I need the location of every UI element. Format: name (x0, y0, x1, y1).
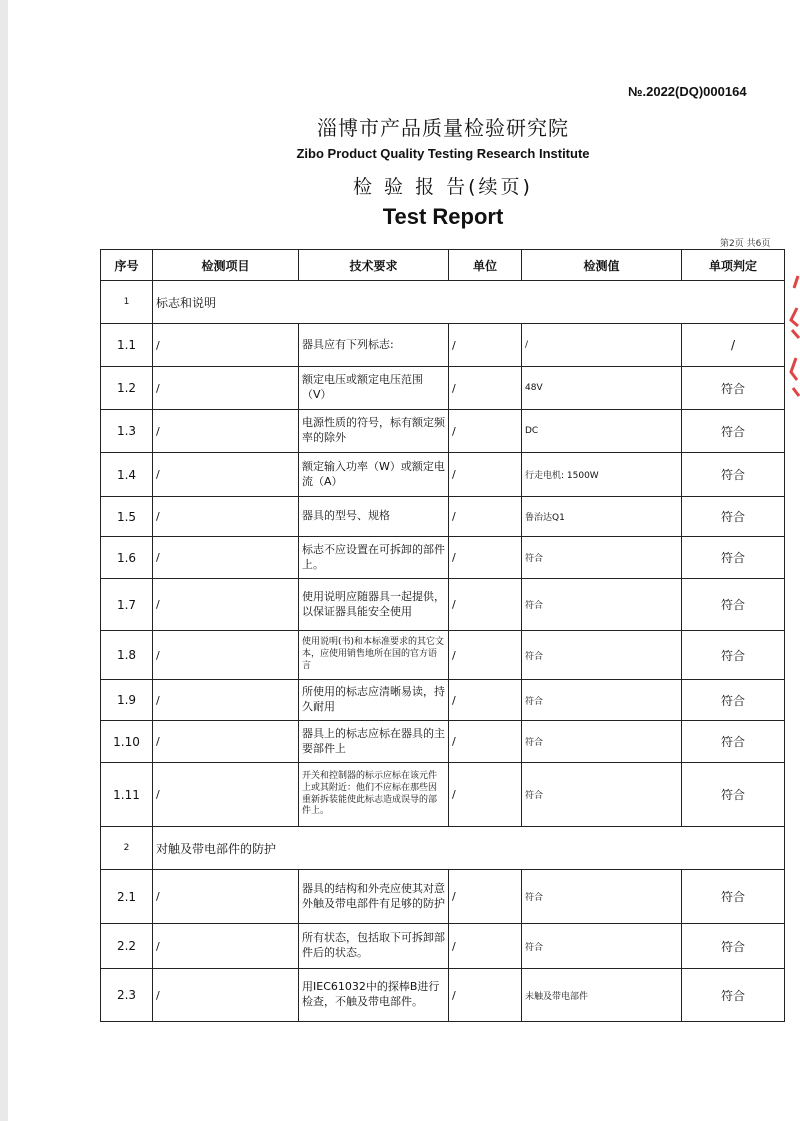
row-item: / (153, 537, 299, 579)
row-number: 1.10 (101, 721, 153, 763)
row-number: 1.11 (101, 763, 153, 827)
row-item: / (153, 324, 299, 367)
row-value: 未触及带电部件 (522, 969, 682, 1022)
row-unit: / (449, 497, 522, 537)
section-row (101, 827, 785, 870)
row-value: 符合 (522, 763, 682, 827)
row-item: / (153, 763, 299, 827)
row-requirement: 器具的型号、规格 (299, 497, 449, 537)
row-unit: / (449, 631, 522, 680)
row-requirement: 用IEC61032中的探棒B进行检查，不触及带电部件。 (299, 969, 449, 1022)
row-item: / (153, 870, 299, 924)
row-unit: / (449, 763, 522, 827)
row-number: 1.7 (101, 579, 153, 631)
row-judgement: 符合 (682, 870, 785, 924)
table-row (101, 324, 785, 367)
row-value: 行走电机: 1500W (522, 453, 682, 497)
row-unit: / (449, 924, 522, 969)
row-unit: / (449, 537, 522, 579)
row-requirement: 额定输入功率（W）或额定电流（A） (299, 453, 449, 497)
row-item: / (153, 631, 299, 680)
row-judgement: 符合 (682, 969, 785, 1022)
row-item: / (153, 924, 299, 969)
row-value: DC (522, 410, 682, 453)
table-row (101, 453, 785, 497)
row-requirement: 使用说明(书)和本标准要求的其它文本，应使用销售地所在国的官方语言 (299, 631, 449, 680)
table-row (101, 763, 785, 827)
row-judgement: 符合 (682, 497, 785, 537)
row-value: 符合 (522, 924, 682, 969)
row-unit: / (449, 680, 522, 721)
header-unit: 单位 (449, 250, 522, 281)
row-judgement: 符合 (682, 763, 785, 827)
row-number: 1.2 (101, 367, 153, 410)
row-judgement: 符合 (682, 924, 785, 969)
table-row (101, 537, 785, 579)
row-item: / (153, 410, 299, 453)
row-judgement: 符合 (682, 680, 785, 721)
row-value: 符合 (522, 579, 682, 631)
row-unit: / (449, 410, 522, 453)
row-item: / (153, 497, 299, 537)
row-unit: / (449, 721, 522, 763)
row-requirement: 器具的结构和外壳应使其对意外触及带电部件有足够的防护 (299, 870, 449, 924)
table-row (101, 367, 785, 410)
row-number: 2.1 (101, 870, 153, 924)
seal-stamp-edge (788, 268, 800, 428)
table-row (101, 969, 785, 1022)
report-title-cn: 检 验 报 告(续页) (353, 176, 533, 198)
row-requirement: 电源性质的符号，标有额定频率的除外 (299, 410, 449, 453)
header-item: 检测项目 (153, 250, 299, 281)
row-item: / (153, 721, 299, 763)
table-row (101, 680, 785, 721)
row-judgement: 符合 (682, 579, 785, 631)
row-item: / (153, 453, 299, 497)
row-unit: / (449, 969, 522, 1022)
report-title-en: Test Report (382, 204, 504, 229)
row-unit: / (449, 579, 522, 631)
row-number: 1.8 (101, 631, 153, 680)
institute-name-cn: 淄博市产品质量检验研究院 (317, 116, 569, 140)
row-value: 48V (522, 367, 682, 410)
row-unit: / (449, 870, 522, 924)
report-page (8, 0, 800, 1121)
row-number: 1.5 (101, 497, 153, 537)
row-unit: / (449, 324, 522, 367)
row-requirement: 额定电压或额定电压范围（V） (299, 367, 449, 410)
row-judgement: 符合 (682, 537, 785, 579)
row-requirement: 标志不应设置在可拆卸的部件上。 (299, 537, 449, 579)
row-item: / (153, 680, 299, 721)
row-unit: / (449, 453, 522, 497)
table-row (101, 410, 785, 453)
row-judgement: 符合 (682, 453, 785, 497)
row-value: 符合 (522, 680, 682, 721)
page-count: 第2页 共6页 (720, 239, 771, 249)
table-row (101, 497, 785, 537)
row-judgement: / (682, 324, 785, 367)
row-number: 1.4 (101, 453, 153, 497)
report-number: №.2022(DQ)000164 (628, 84, 747, 99)
header-judgement: 单项判定 (682, 250, 785, 281)
row-value: / (522, 324, 682, 367)
table-row (101, 721, 785, 763)
row-number: 1.1 (101, 324, 153, 367)
row-number: 2.2 (101, 924, 153, 969)
table-row (101, 579, 785, 631)
row-requirement: 所使用的标志应清晰易读，持久耐用 (299, 680, 449, 721)
row-number: 1.3 (101, 410, 153, 453)
row-judgement: 符合 (682, 410, 785, 453)
header-value: 检测值 (522, 250, 682, 281)
institute-name-en: Zibo Product Quality Testing Research Institute (296, 146, 590, 161)
section-number: 2 (101, 827, 153, 870)
section-row (101, 281, 785, 324)
table-header-row (101, 250, 785, 281)
table-row (101, 631, 785, 680)
table-row (101, 870, 785, 924)
table-row (101, 924, 785, 969)
row-item: / (153, 367, 299, 410)
row-judgement: 符合 (682, 631, 785, 680)
row-number: 1.9 (101, 680, 153, 721)
row-number: 2.3 (101, 969, 153, 1022)
section-number: 1 (101, 281, 153, 324)
header-no: 序号 (101, 250, 153, 281)
row-value: 符合 (522, 537, 682, 579)
row-requirement: 所有状态，包括取下可拆卸部件后的状态。 (299, 924, 449, 969)
header-requirement: 技术要求 (299, 250, 449, 281)
row-requirement: 器具应有下列标志: (299, 324, 449, 367)
section-title: 标志和说明 (153, 281, 785, 324)
row-value: 符合 (522, 721, 682, 763)
row-number: 1.6 (101, 537, 153, 579)
test-results-table (100, 249, 785, 1022)
section-title: 对触及带电部件的防护 (153, 827, 785, 870)
row-judgement: 符合 (682, 721, 785, 763)
row-requirement: 使用说明应随器具一起提供，以保证器具能安全使用 (299, 579, 449, 631)
row-unit: / (449, 367, 522, 410)
row-judgement: 符合 (682, 367, 785, 410)
row-item: / (153, 579, 299, 631)
row-requirement: 开关和控制器的标示应标在该元件上或其附近：他们不应标在那些因重新拆装能使此标志造成误导的部件上。 (299, 763, 449, 827)
row-requirement: 器具上的标志应标在器具的主要部件上 (299, 721, 449, 763)
row-value: 符合 (522, 870, 682, 924)
row-item: / (153, 969, 299, 1022)
row-value: 鲁治达Q1 (522, 497, 682, 537)
row-value: 符合 (522, 631, 682, 680)
